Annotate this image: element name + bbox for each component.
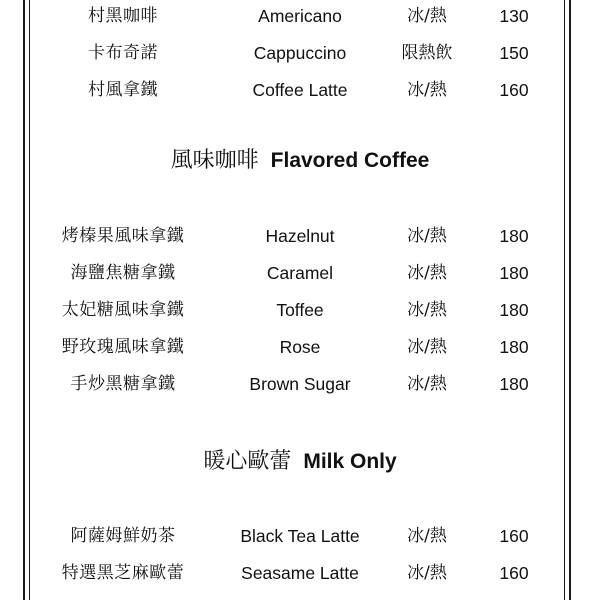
item-name-en: Hazelnut: [265, 226, 335, 246]
section-heading-milk-only: [0, 444, 600, 480]
item-price: 150: [499, 43, 529, 63]
item-price: 130: [499, 6, 529, 26]
menu-item-americano: [0, 1, 600, 31]
menu-item-seasame-latte: [0, 558, 600, 588]
section-title-zh: 風味咖啡: [170, 148, 259, 173]
item-price: 180: [499, 263, 529, 283]
menu-item-caramel: [0, 258, 600, 288]
item-name-en: Caramel: [266, 263, 334, 283]
item-temperature: 冰/熱: [407, 6, 447, 26]
item-name-zh: 特選黑芝麻歐蕾: [61, 563, 185, 583]
item-price: 160: [499, 563, 529, 583]
item-name-en: Americano: [258, 6, 342, 26]
item-price: 160: [499, 526, 529, 546]
item-temperature: 冰/熱: [407, 263, 447, 283]
item-name-en: Black Tea Latte: [240, 526, 360, 546]
section-title-en: Flavored Coffee: [270, 149, 430, 172]
item-name-en: Toffee: [276, 300, 324, 320]
item-temperature: 冰/熱: [407, 337, 447, 357]
item-temperature: 冰/熱: [407, 563, 447, 583]
item-price: 180: [499, 374, 529, 394]
section-title-en: Milk Only: [303, 450, 397, 473]
item-name-en: Seasame Latte: [241, 563, 359, 583]
section-heading-flavored-coffee: [0, 143, 600, 179]
item-name-zh: 卡布奇諾: [88, 43, 158, 63]
item-name-zh: 野玫瑰風味拿鐵: [61, 337, 185, 357]
menu-item-hazelnut: [0, 221, 600, 251]
item-name-en: Coffee Latte: [252, 80, 348, 100]
item-temperature: 冰/熱: [407, 80, 447, 100]
item-price: 180: [499, 337, 529, 357]
menu-item-toffee: [0, 295, 600, 325]
item-name-zh: 阿薩姆鮮奶茶: [70, 526, 176, 546]
item-name-zh: 村風拿鐵: [88, 80, 158, 100]
item-temperature: 冰/熱: [407, 374, 447, 394]
menu-item-brown-sugar: [0, 369, 600, 399]
item-temperature: 冰/熱: [407, 226, 447, 246]
item-price: 180: [499, 226, 529, 246]
menu-item-black-tea-latte: [0, 521, 600, 551]
item-name-en: Brown Sugar: [249, 374, 351, 394]
item-name-zh: 海鹽焦糖拿鐵: [70, 263, 176, 283]
item-name-zh: 村黑咖啡: [88, 6, 158, 26]
item-temperature: 冰/熱: [407, 526, 447, 546]
item-name-en: Cappuccino: [253, 43, 347, 63]
item-price: 180: [499, 300, 529, 320]
item-temperature: 冰/熱: [407, 300, 447, 320]
menu-item-rose: [0, 332, 600, 362]
menu-item-coffee-latte: [0, 75, 600, 105]
menu-item-cappuccino: [0, 38, 600, 68]
item-name-zh: 太妃糖風味拿鐵: [61, 300, 185, 320]
item-name-zh: 手炒黑糖拿鐵: [70, 374, 176, 394]
item-price: 160: [499, 80, 529, 100]
item-name-en: Rose: [279, 337, 321, 357]
item-name-zh: 烤榛果風味拿鐵: [61, 226, 185, 246]
item-temperature: 限熱飲: [401, 43, 453, 63]
section-title-zh: 暖心歐蕾: [203, 449, 292, 474]
